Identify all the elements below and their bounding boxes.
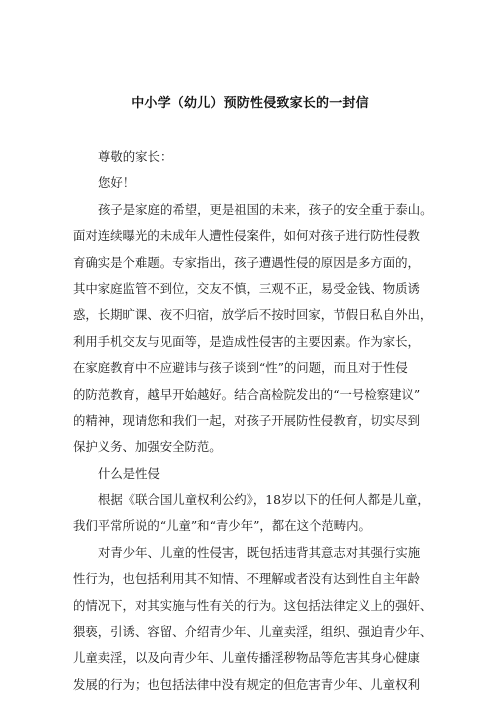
paragraph-line: 儿童卖淫，以及向青少年、儿童传播淫秽物品等危害其身心健康 <box>73 650 420 666</box>
section-heading: 什么是性侵 <box>98 465 160 481</box>
paragraph-line: 保护义务、加强安全防范。 <box>73 439 222 455</box>
greeting: 您好！ <box>98 175 136 191</box>
paragraph-line: 我们平常所说的“儿童”和“青少年”，都在这个范畴内。 <box>73 518 371 534</box>
paragraph-line: 猥亵，引诱、容留、介绍青少年、儿童卖淫，组织、强迫青少年、 <box>73 624 433 640</box>
paragraph-line: 根据《联合国儿童权利公约》，18岁以下的任何人都是儿童， <box>98 492 430 508</box>
paragraph-line: 惑，长期旷课、夜不归宿，放学后不按时回家，节假日私自外出， <box>73 307 433 323</box>
paragraph-line: 的情况下，对其实施与性有关的行为。这包括法律定义上的强奸、 <box>73 597 433 613</box>
paragraph-line: 的精神，现请您和我们一起，对孩子开展防性侵教育，切实尽到 <box>73 412 420 428</box>
paragraph-line: 育确实是个难题。专家指出，孩子遭遇性侵的原因是多方面的， <box>73 254 420 270</box>
paragraph-line: 其中家庭监管不到位，交友不慎，三观不正，易受金钱、物质诱 <box>73 280 420 296</box>
paragraph-line: 发展的行为；也包括法律中没有规定的但危害青少年、儿童权利 <box>73 676 420 692</box>
document-title: 中小学（幼儿）预防性侵致家长的一封信 <box>131 96 369 111</box>
paragraph-line: 面对连续曝光的未成年人遭性侵案件，如何对孩子进行防性侵教 <box>73 228 420 244</box>
paragraph-line: 对青少年、儿童的性侵害，既包括违背其意志对其强行实施 <box>98 544 421 560</box>
paragraph-definition <box>73 487 445 540</box>
paragraph-line: 性行为，也包括利用其不知情、不理解或者没有达到性自主年龄 <box>73 571 420 587</box>
paragraph-line: 利用手机交友与见面等，是造成性侵害的主要因素。作为家长， <box>73 333 420 349</box>
paragraph-scope <box>73 540 445 698</box>
paragraph-intro <box>73 197 445 461</box>
letter-body <box>73 144 445 698</box>
paragraph-line: 孩子是家庭的希望，更是祖国的未来，孩子的安全重于泰山。 <box>98 201 433 217</box>
paragraph-line: 的防范教育，越早开始越好。结合高检院发出的“一号检察建议” <box>73 386 421 402</box>
salutation: 尊敬的家长： <box>98 149 173 164</box>
paragraph-line: 在家庭教育中不应避讳与孩子谈到“性”的问题，而且对于性侵 <box>73 360 408 376</box>
